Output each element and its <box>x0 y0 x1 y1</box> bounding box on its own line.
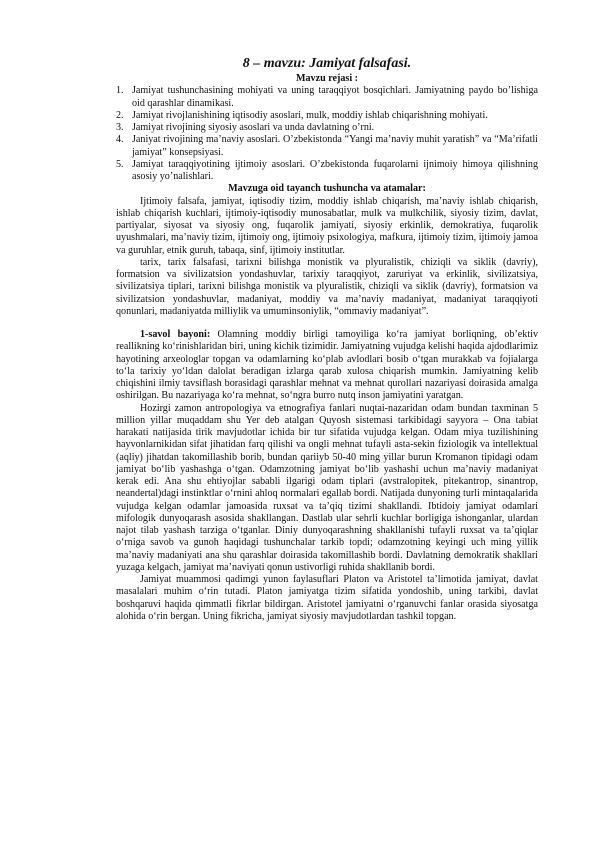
plan-item-text: Jamiyat rivojlanishining iqtisodiy asoslari, mulk, moddiy ishlab chiqarishning mohiyati. <box>132 109 488 121</box>
plan-item-number: 3. <box>116 122 124 133</box>
plan-item-number: 4. <box>116 134 124 146</box>
plan-item <box>116 122 538 134</box>
body-paragraph-jamiyat: Jamiyat muammosi qadimgi yunon faylasuflari Platon va Aristotel ta’limotida jamiyat, davlat masalalari muhim o‘rin tutadi. Platon jamiyatga tizim sifatida yondoshib, uning tarkibi, davlat boshqaruvi haqida qimmatli fikrlar bildirgan. Aristotel jamiyatni o‘rganuvchi fanlar orasida siyosatga alohida o‘rin bergan. Uning fikricha, jamiyat siyosiy mavjudotlardan tashkil topgan. <box>116 574 538 622</box>
plan-item <box>116 159 538 184</box>
plan-list <box>116 85 538 183</box>
plan-item-text: Jamiyat tushunchasining mohiyati va uning taraqqiyot bosqichlari. Jamiyatning paydo bo’lishiga oid qarashlar dinamikasi. <box>132 85 538 109</box>
paragraph-gap <box>116 318 538 329</box>
plan-item-text: Jamiyat rivojining siyosiy asoslari va unda davlatning o’rni. <box>132 122 375 133</box>
plan-item-text: Janiyat rivojining ma’naviy asoslari. O’zbekistonda “Yangi ma’naviy muhit yaratish” va “Ma’rifatli jamiyat” konsepsiyasi. <box>132 134 538 158</box>
body-paragraph-hozirgi: Hozirgi zamon antropologiya va etnografiya fanlari nuqtai-nazaridan odam bundan taxminan 5 million yillar muqaddam shu Yer deb atalgan Quyosh sistemasi tarkibidagi sayyora – Ona tabiat harakati natijasida tirik mavjudotlar ichida bir tur sifatida vujudga kelgan. Odam miya tuzilishining hayvonlarnikidan sifat jihatidan farq qilishi va ongli mehnat tufayli asta-sekin fiziologik va intellektual (aqliy) jihatdan takomillashib borib, bundan qariiyb 50-40 ming yillar burun Kromanon tipidagi odam jamiyat bo‘lib yashashga o‘tgan. Odamzotning jamiyat bo‘lib yashashi uchun ma’naviy madaniyat kerak edi. Ana shu ehtiyojlar sababli ilgarigi odam tiplari (avstralopitek, pitekantrop, sinantrop, neandertal)dagi instinktlar o‘rnini ahloq normalari egallab bordi. Natijada dunyoning turli mintaqalarida vujudga kelgan odamlar jamoasida ruxsat va ta’qiq tizimi shakllandi. Ibtidoiy jamiyat odamlari mifologik dunyoqarash asosida shakllangan. Dastlab ular sehrli kuchlar borligiga ishonganlar, ulardan najot tilab yashash tarziga o‘tganlar. Diniy dunyoqarashning shakllanishi tufayli ruxsat va ta’qiqlar o‘rniga savob va gunoh haqidagi tushunchalar tarkib topdi; odamzotning keyingi uch ming yillik ma’naviy madaniyati ana shu qarashlar doirasida takomillashib bordi. Davlatning demokratik shakllari yuzaga kelgach, jamiyat ma’naviyati qonun ustivorligi ruhida shakllanib bordi. <box>116 402 538 573</box>
plan-item <box>116 134 538 159</box>
plan-item-text: Jamiyat taraqqiyotining ijtimoiy asoslari. O’zbekistonda fuqarolarni ijnimoiy himoya qilishning asosiy yo’nalishlari. <box>132 158 538 182</box>
plan-item <box>116 85 538 110</box>
plan-heading: Mavzu rejasi : <box>295 73 359 84</box>
terms-heading: Mavzuga oid tayanch tushuncha va atamalar: <box>228 183 426 195</box>
plan-item-number: 2. <box>116 109 124 121</box>
topic-title: 8 – mavzu: Jamiyat falsafasi. <box>242 56 412 71</box>
question-1-paragraph <box>116 329 538 403</box>
terms-paragraph-2: tarix, tarix falsafasi, tarixni bilishga monistik va plyuralistik, chiziqli va siklik (davriy), formatsion va sivilizatsion yondashuvlar, tarixiy taraqqiyot, zaruriyat va erkinlik, sivilizatsiya, sivilizatsiya tiplari, tarixni bilishga monistik va plyuralistik, chiziqli va siklik (davriy), formatsion va sivilizatsion yondashuvlar, madaniyat, moddiy va ma’naviy madaniyat, madaniyat taraqqiyoti qonunlari, madaniyatda milliylik va umuminsoniylik, “ommaviy madaniyat”. <box>116 256 538 317</box>
plan-item-number: 5. <box>116 158 124 170</box>
plan-item-number: 1. <box>116 85 124 97</box>
plan-item <box>116 110 538 122</box>
question-1-label: 1-savol bayoni: <box>140 329 211 340</box>
terms-paragraph-1: Ijtimoiy falsafa, jamiyat, iqtisodiy tizim, moddiy ishlab chiqarish, ma’naviy ishlab chiqarish, ishlab chiqarish kuchlari, ijtimoiy-iqtisodiy munosabatlar, mulk va mulkchilik, siyosiy tizim, davlat, partiyalar, siyosat va siyosiy ong, fuqarolik jamiyati, siyosiy erkinlik, demokratiya, fuqarolik uyushmalari, ma’naviy tizim, ijtimoiy ong, ijtimoiy psixologiya, mafkura, ijtimoiy tizim, ijtimoiy jamoa va guruhlar, etnik guruh, tabaqa, sinf, ijtimoiy institutlar. <box>116 195 538 256</box>
question-1-text: Olamning moddiy birligi tamoyiliga ko‘ra jamiyat borliqning, ob’ektiv reallikning ko‘rinishlaridan biri, uning kichik tizimidir. Jamiyatning vujudga kelishi haqida ajdodlarimiz hayotining arxeologlar topgan va odamlarning ko‘plab avlodlari bosib o‘tgan murakkab va fojialarga to‘la tarixiy yo‘ldan dalolat beradigan izlarga qarab xulosa chiqarish mumkin. Jamiyatning kelib chiqishini ilmiy tavsiflash borasidagi qarashlar mehnat va mehnat qurollari nazariyasi doirasida amalga oshirilgan. Bu nazariyaga ko‘ra mehnat, so‘ngra burro nutq inson jamiyatini yaratgan. <box>116 329 538 402</box>
